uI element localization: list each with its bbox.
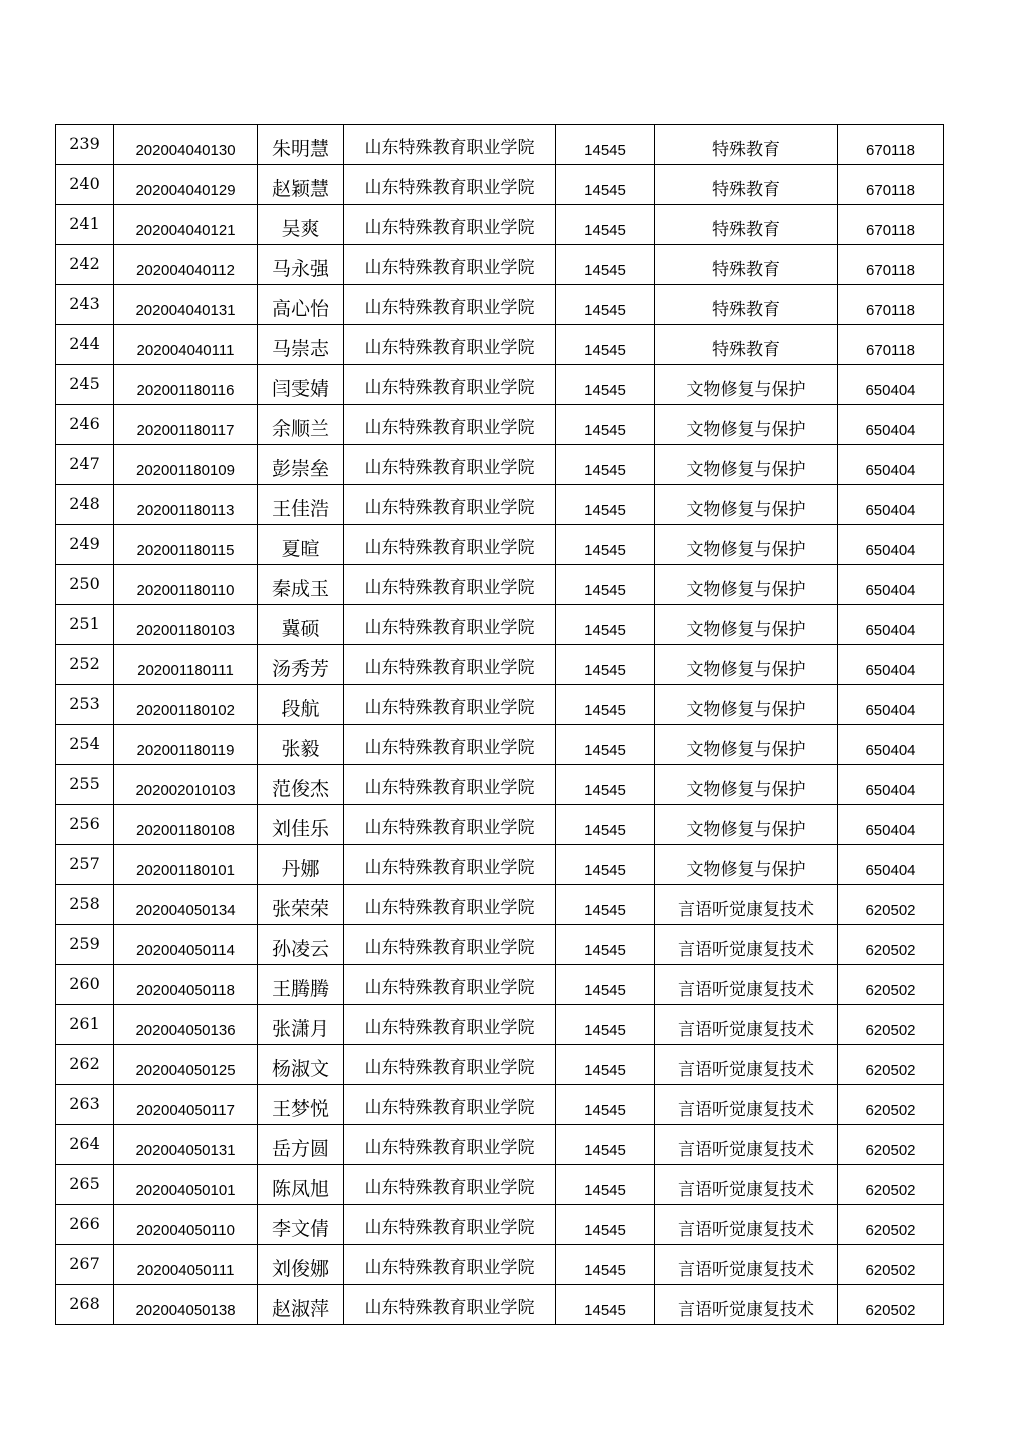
major-name: 言语听觉康复技术	[655, 1165, 838, 1205]
school-name: 山东特殊教育职业学院	[344, 1205, 556, 1245]
major-code: 650404	[838, 645, 944, 685]
student-name: 朱明慧	[258, 125, 344, 165]
school-name: 山东特殊教育职业学院	[344, 205, 556, 245]
table-row	[56, 1045, 944, 1085]
major-name: 文物修复与保护	[655, 645, 838, 685]
table-row	[56, 805, 944, 845]
student-name: 马永强	[258, 245, 344, 285]
school-name: 山东特殊教育职业学院	[344, 805, 556, 845]
student-id: 202004050114	[114, 925, 258, 965]
table-row	[56, 405, 944, 445]
school-code: 14545	[556, 645, 655, 685]
major-name: 言语听觉康复技术	[655, 1205, 838, 1245]
major-name: 言语听觉康复技术	[655, 885, 838, 925]
major-name: 言语听觉康复技术	[655, 1285, 838, 1325]
major-name: 文物修复与保护	[655, 365, 838, 405]
student-name: 段航	[258, 685, 344, 725]
school-name: 山东特殊教育职业学院	[344, 1085, 556, 1125]
school-name: 山东特殊教育职业学院	[344, 525, 556, 565]
table-row	[56, 1165, 944, 1205]
student-id: 202004050118	[114, 965, 258, 1005]
student-name: 刘佳乐	[258, 805, 344, 845]
student-name: 张潇月	[258, 1005, 344, 1045]
school-code: 14545	[556, 1005, 655, 1045]
student-name: 王佳浩	[258, 485, 344, 525]
row-number: 257	[56, 845, 114, 885]
table-row	[56, 1205, 944, 1245]
major-code: 670118	[838, 285, 944, 325]
table-row	[56, 1125, 944, 1165]
student-id: 202004040112	[114, 245, 258, 285]
row-number: 259	[56, 925, 114, 965]
row-number: 244	[56, 325, 114, 365]
school-name: 山东特殊教育职业学院	[344, 165, 556, 205]
major-name: 言语听觉康复技术	[655, 1085, 838, 1125]
student-id: 202001180115	[114, 525, 258, 565]
school-code: 14545	[556, 1245, 655, 1285]
table-row	[56, 525, 944, 565]
major-name: 特殊教育	[655, 125, 838, 165]
school-name: 山东特殊教育职业学院	[344, 485, 556, 525]
school-name: 山东特殊教育职业学院	[344, 765, 556, 805]
table-row	[56, 445, 944, 485]
row-number: 263	[56, 1085, 114, 1125]
student-id: 202004050111	[114, 1245, 258, 1285]
student-id: 202001180101	[114, 845, 258, 885]
school-name: 山东特殊教育职业学院	[344, 365, 556, 405]
student-id: 202002010103	[114, 765, 258, 805]
school-name: 山东特殊教育职业学院	[344, 685, 556, 725]
school-name: 山东特殊教育职业学院	[344, 565, 556, 605]
major-code: 650404	[838, 605, 944, 645]
major-code: 670118	[838, 325, 944, 365]
table-row	[56, 245, 944, 285]
row-number: 247	[56, 445, 114, 485]
student-name: 赵颖慧	[258, 165, 344, 205]
major-code: 650404	[838, 485, 944, 525]
school-code: 14545	[556, 685, 655, 725]
row-number: 241	[56, 205, 114, 245]
major-name: 言语听觉康复技术	[655, 1005, 838, 1045]
major-code: 670118	[838, 125, 944, 165]
row-number: 253	[56, 685, 114, 725]
student-id: 202001180110	[114, 565, 258, 605]
table-row	[56, 925, 944, 965]
student-id: 202001180103	[114, 605, 258, 645]
row-number: 246	[56, 405, 114, 445]
student-id: 202004050138	[114, 1285, 258, 1325]
school-name: 山东特殊教育职业学院	[344, 1125, 556, 1165]
row-number: 254	[56, 725, 114, 765]
student-id: 202001180119	[114, 725, 258, 765]
school-code: 14545	[556, 1085, 655, 1125]
student-name: 吴爽	[258, 205, 344, 245]
school-name: 山东特殊教育职业学院	[344, 325, 556, 365]
major-name: 特殊教育	[655, 325, 838, 365]
major-name: 文物修复与保护	[655, 405, 838, 445]
school-code: 14545	[556, 245, 655, 285]
school-code: 14545	[556, 325, 655, 365]
table-row	[56, 725, 944, 765]
major-code: 620502	[838, 1165, 944, 1205]
major-name: 特殊教育	[655, 245, 838, 285]
row-number: 267	[56, 1245, 114, 1285]
major-code: 650404	[838, 725, 944, 765]
major-name: 言语听觉康复技术	[655, 965, 838, 1005]
school-code: 14545	[556, 1165, 655, 1205]
student-name: 马崇志	[258, 325, 344, 365]
major-name: 言语听觉康复技术	[655, 1045, 838, 1085]
student-id: 202001180117	[114, 405, 258, 445]
school-name: 山东特殊教育职业学院	[344, 405, 556, 445]
table-row	[56, 1085, 944, 1125]
school-code: 14545	[556, 165, 655, 205]
student-id: 202001180109	[114, 445, 258, 485]
table-row	[56, 645, 944, 685]
student-name: 高心怡	[258, 285, 344, 325]
major-code: 620502	[838, 1045, 944, 1085]
roster-body	[56, 125, 944, 1325]
row-number: 260	[56, 965, 114, 1005]
major-code: 650404	[838, 365, 944, 405]
school-code: 14545	[556, 1125, 655, 1165]
school-code: 14545	[556, 805, 655, 845]
major-code: 620502	[838, 1245, 944, 1285]
row-number: 258	[56, 885, 114, 925]
student-id: 202004050101	[114, 1165, 258, 1205]
school-code: 14545	[556, 205, 655, 245]
table-row	[56, 565, 944, 605]
student-id: 202004050134	[114, 885, 258, 925]
major-name: 言语听觉康复技术	[655, 1125, 838, 1165]
major-name: 文物修复与保护	[655, 605, 838, 645]
student-name: 岳方圆	[258, 1125, 344, 1165]
student-id: 202001180111	[114, 645, 258, 685]
row-number: 250	[56, 565, 114, 605]
student-name: 李文倩	[258, 1205, 344, 1245]
row-number: 255	[56, 765, 114, 805]
school-code: 14545	[556, 1285, 655, 1325]
row-number: 249	[56, 525, 114, 565]
major-name: 文物修复与保护	[655, 525, 838, 565]
student-id: 202004050125	[114, 1045, 258, 1085]
table-row	[56, 1245, 944, 1285]
major-name: 文物修复与保护	[655, 565, 838, 605]
student-name: 汤秀芳	[258, 645, 344, 685]
table-row	[56, 685, 944, 725]
row-number: 252	[56, 645, 114, 685]
school-code: 14545	[556, 485, 655, 525]
major-code: 620502	[838, 1125, 944, 1165]
school-code: 14545	[556, 285, 655, 325]
student-id: 202004040131	[114, 285, 258, 325]
table-row	[56, 845, 944, 885]
major-name: 文物修复与保护	[655, 725, 838, 765]
student-name: 刘俊娜	[258, 1245, 344, 1285]
table-row	[56, 1285, 944, 1325]
table-row	[56, 285, 944, 325]
school-code: 14545	[556, 765, 655, 805]
major-name: 文物修复与保护	[655, 765, 838, 805]
school-name: 山东特殊教育职业学院	[344, 925, 556, 965]
major-name: 言语听觉康复技术	[655, 925, 838, 965]
student-id: 202004050131	[114, 1125, 258, 1165]
student-name: 王梦悦	[258, 1085, 344, 1125]
school-code: 14545	[556, 1045, 655, 1085]
table-row	[56, 765, 944, 805]
major-name: 言语听觉康复技术	[655, 1245, 838, 1285]
row-number: 251	[56, 605, 114, 645]
student-name: 王腾腾	[258, 965, 344, 1005]
school-code: 14545	[556, 405, 655, 445]
school-name: 山东特殊教育职业学院	[344, 245, 556, 285]
school-code: 14545	[556, 365, 655, 405]
student-name: 赵淑萍	[258, 1285, 344, 1325]
major-code: 650404	[838, 525, 944, 565]
school-name: 山东特殊教育职业学院	[344, 285, 556, 325]
school-code: 14545	[556, 565, 655, 605]
row-number: 268	[56, 1285, 114, 1325]
student-id: 202001180102	[114, 685, 258, 725]
student-name: 孙凌云	[258, 925, 344, 965]
table-row	[56, 205, 944, 245]
school-code: 14545	[556, 125, 655, 165]
student-name: 张荣荣	[258, 885, 344, 925]
major-code: 650404	[838, 805, 944, 845]
major-name: 文物修复与保护	[655, 685, 838, 725]
school-name: 山东特殊教育职业学院	[344, 885, 556, 925]
major-code: 650404	[838, 405, 944, 445]
school-code: 14545	[556, 885, 655, 925]
major-code: 670118	[838, 205, 944, 245]
row-number: 266	[56, 1205, 114, 1245]
row-number: 261	[56, 1005, 114, 1045]
row-number: 243	[56, 285, 114, 325]
student-id: 202001180113	[114, 485, 258, 525]
row-number: 242	[56, 245, 114, 285]
major-code: 620502	[838, 1085, 944, 1125]
school-name: 山东特殊教育职业学院	[344, 125, 556, 165]
table-row	[56, 605, 944, 645]
school-code: 14545	[556, 1205, 655, 1245]
student-name: 夏暄	[258, 525, 344, 565]
major-name: 特殊教育	[655, 205, 838, 245]
row-number: 265	[56, 1165, 114, 1205]
student-name: 丹娜	[258, 845, 344, 885]
major-name: 特殊教育	[655, 285, 838, 325]
school-name: 山东特殊教育职业学院	[344, 725, 556, 765]
major-name: 文物修复与保护	[655, 805, 838, 845]
student-id: 202001180108	[114, 805, 258, 845]
student-name: 余顺兰	[258, 405, 344, 445]
student-id: 202004050110	[114, 1205, 258, 1245]
student-id: 202004040111	[114, 325, 258, 365]
table-row	[56, 885, 944, 925]
school-name: 山东特殊教育职业学院	[344, 1165, 556, 1205]
school-name: 山东特殊教育职业学院	[344, 645, 556, 685]
school-name: 山东特殊教育职业学院	[344, 1005, 556, 1045]
table-row	[56, 125, 944, 165]
major-code: 650404	[838, 845, 944, 885]
student-id: 202004050117	[114, 1085, 258, 1125]
school-code: 14545	[556, 925, 655, 965]
major-code: 620502	[838, 925, 944, 965]
major-code: 670118	[838, 245, 944, 285]
school-name: 山东特殊教育职业学院	[344, 965, 556, 1005]
student-name: 张毅	[258, 725, 344, 765]
major-code: 650404	[838, 765, 944, 805]
school-name: 山东特殊教育职业学院	[344, 1245, 556, 1285]
student-name: 杨淑文	[258, 1045, 344, 1085]
table-row	[56, 165, 944, 205]
row-number: 248	[56, 485, 114, 525]
student-name: 秦成玉	[258, 565, 344, 605]
student-name: 冀硕	[258, 605, 344, 645]
major-code: 620502	[838, 885, 944, 925]
row-number: 245	[56, 365, 114, 405]
table-row	[56, 325, 944, 365]
student-name: 范俊杰	[258, 765, 344, 805]
school-code: 14545	[556, 445, 655, 485]
major-code: 650404	[838, 565, 944, 605]
major-code: 670118	[838, 165, 944, 205]
school-code: 14545	[556, 725, 655, 765]
table-row	[56, 485, 944, 525]
table-row	[56, 1005, 944, 1045]
school-name: 山东特殊教育职业学院	[344, 1045, 556, 1085]
major-code: 620502	[838, 965, 944, 1005]
school-name: 山东特殊教育职业学院	[344, 445, 556, 485]
major-code: 620502	[838, 1205, 944, 1245]
table-row	[56, 965, 944, 1005]
school-code: 14545	[556, 525, 655, 565]
student-roster-table	[55, 124, 944, 1325]
table-row	[56, 365, 944, 405]
student-id: 202001180116	[114, 365, 258, 405]
row-number: 264	[56, 1125, 114, 1165]
row-number: 262	[56, 1045, 114, 1085]
major-code: 620502	[838, 1005, 944, 1045]
school-name: 山东特殊教育职业学院	[344, 605, 556, 645]
major-name: 文物修复与保护	[655, 845, 838, 885]
school-name: 山东特殊教育职业学院	[344, 845, 556, 885]
student-name: 彭崇垒	[258, 445, 344, 485]
major-code: 620502	[838, 1285, 944, 1325]
row-number: 256	[56, 805, 114, 845]
student-id: 202004040129	[114, 165, 258, 205]
student-name: 陈凤旭	[258, 1165, 344, 1205]
major-name: 特殊教育	[655, 165, 838, 205]
school-code: 14545	[556, 965, 655, 1005]
student-id: 202004040121	[114, 205, 258, 245]
student-id: 202004040130	[114, 125, 258, 165]
student-name: 闫雯婧	[258, 365, 344, 405]
school-code: 14545	[556, 845, 655, 885]
school-name: 山东特殊教育职业学院	[344, 1285, 556, 1325]
school-code: 14545	[556, 605, 655, 645]
major-code: 650404	[838, 685, 944, 725]
row-number: 240	[56, 165, 114, 205]
major-name: 文物修复与保护	[655, 485, 838, 525]
row-number: 239	[56, 125, 114, 165]
major-name: 文物修复与保护	[655, 445, 838, 485]
student-id: 202004050136	[114, 1005, 258, 1045]
major-code: 650404	[838, 445, 944, 485]
